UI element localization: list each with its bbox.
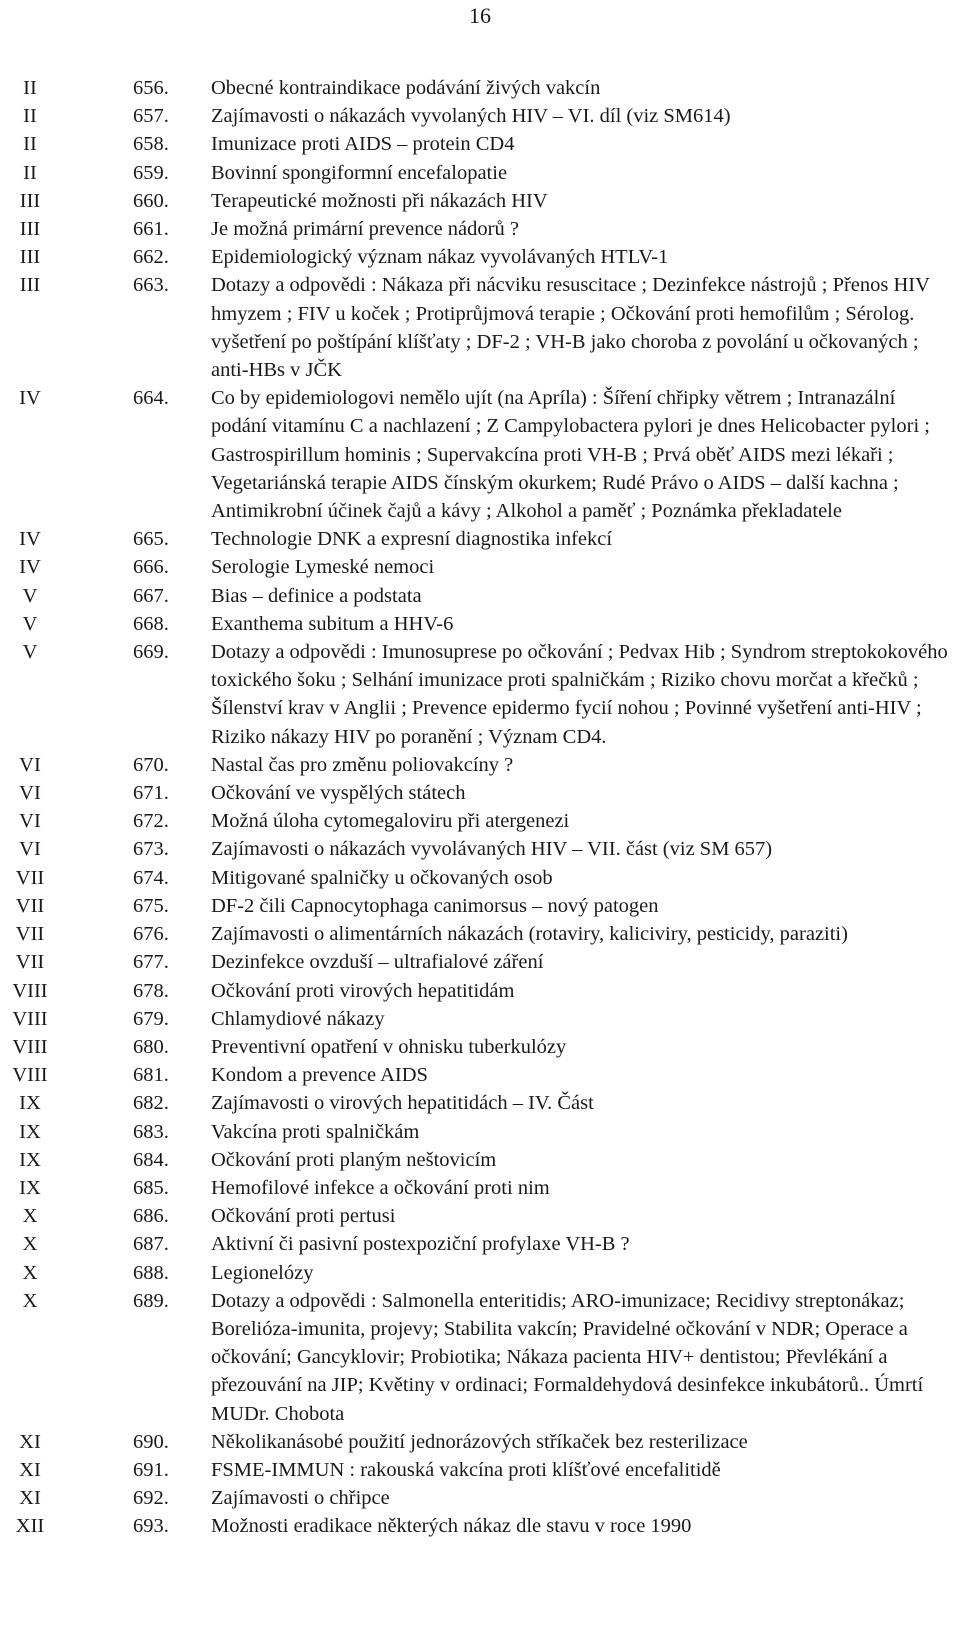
index-entry — [0, 948, 960, 976]
article-number: 668. — [133, 612, 169, 635]
article-number: 679. — [133, 1007, 169, 1030]
article-number: 691. — [133, 1458, 169, 1481]
article-number: 661. — [133, 218, 169, 241]
article-number: 656. — [133, 77, 169, 99]
article-title: Co by epidemiologovi nemělo ujít (na Apríla) : Šíření chřipky větrem ; Intranazální podání vitamínu C a nachlazení ; Z Campylobactera pylori je dnes Helicobacter pylori ; Gastrospirillum hominis ; Supervakcína proti VH-B ; Prvá oběť AIDS mezi lékaři ; Vegetariánská terapie AIDS čínským okurkem; Rudé Právo o AIDS – další kachna ; Antimikrobní účinek čajů a kávy ; Alkohol a paměť ; Poznámka překladatele — [211, 387, 930, 523]
index-entry — [0, 1259, 960, 1287]
article-title: Hemofilové infekce a očkování proti nim — [211, 1176, 550, 1199]
article-number: 674. — [133, 866, 169, 889]
index-entry — [0, 384, 960, 525]
article-number: 677. — [133, 951, 169, 974]
article-number: 687. — [133, 1233, 169, 1256]
index-entry — [0, 1005, 960, 1033]
index-entry — [0, 610, 960, 638]
volume-part: X — [22, 1205, 38, 1228]
article-number: 678. — [133, 979, 169, 1002]
volume-part: V — [22, 641, 38, 664]
index-entry — [0, 638, 960, 751]
index-entry — [0, 835, 960, 863]
article-title: FSME-IMMUN : rakouská vakcína proti klíšťové encefalitidě — [211, 1458, 721, 1481]
volume-part: VI — [19, 753, 41, 776]
index-entry — [0, 920, 960, 948]
volume-part: X — [22, 1261, 38, 1284]
volume-part: X — [22, 1289, 38, 1312]
article-number: 660. — [133, 189, 169, 212]
volume-part: VI — [19, 838, 41, 861]
article-number: 676. — [133, 923, 169, 946]
index-entry — [0, 1428, 960, 1456]
volume-part: X — [22, 1233, 38, 1256]
article-number: 680. — [133, 1035, 169, 1058]
index-entry — [0, 1033, 960, 1061]
index-entry — [0, 243, 960, 271]
index-entry — [0, 892, 960, 920]
volume-part: III — [19, 189, 41, 212]
article-number: 664. — [133, 387, 169, 410]
article-title: Chlamydiové nákazy — [211, 1007, 385, 1030]
article-index-list — [0, 74, 960, 1541]
article-number: 675. — [133, 894, 169, 917]
volume-part: VI — [19, 810, 41, 833]
article-number: 683. — [133, 1120, 169, 1143]
article-title: Epidemiologický význam nákaz vyvolávaných HTLV-1 — [211, 246, 669, 269]
article-title: Legionelózy — [211, 1261, 314, 1284]
article-number: 693. — [133, 1515, 169, 1538]
index-entry — [0, 779, 960, 807]
volume-part: VIII — [12, 1064, 48, 1087]
article-number: 663. — [133, 274, 169, 297]
volume-part: III — [19, 246, 41, 269]
volume-part: IX — [19, 1120, 41, 1143]
volume-part: V — [22, 612, 38, 635]
article-number: 682. — [133, 1092, 169, 1115]
volume-part: XI — [19, 1458, 41, 1481]
volume-part: II — [23, 105, 37, 128]
volume-part: VIII — [12, 979, 48, 1002]
article-title: Dotazy a odpovědi : Nákaza při nácviku resuscitace ; Dezinfekce nástrojů ; Přenos HIV hmyzem ; FIV u koček ; Protiprůjmová terapie ; Očkování proti hemofilům ; Sérolog. vyšetření po poštípání klíšťaty ; DF-2 ; VH-B jako choroba z povolání u očkovaných ; anti-HBs v JČK — [211, 274, 930, 382]
volume-part: II — [23, 77, 37, 99]
article-number: 666. — [133, 556, 169, 579]
article-title: Dotazy a odpovědi : Salmonella enteritidis; ARO-imunizace; Recidivy streptonákaz; Borelióza-imunita, projevy; Stabilita vakcín; Pravidelné očkování v NDR; Operace a očkování; Gancyklovir; Probiotika; Nákaza pacienta HIV+ dentistou; Převlékání a přezouvání na JIP; Květiny v ordinaci; Formaldehydová desinfekce inkubátorů.. Úmrtí MUDr. Chobota — [211, 1289, 924, 1425]
article-title: Několikanásobé použití jednorázových stříkaček bez resterilizace — [211, 1430, 748, 1453]
article-number: 669. — [133, 641, 169, 664]
article-title: Očkování proti pertusi — [211, 1205, 396, 1228]
volume-part: XII — [15, 1515, 45, 1538]
volume-part: V — [22, 584, 38, 607]
index-entry — [0, 1118, 960, 1146]
volume-part: IX — [19, 1148, 41, 1171]
article-title: Zajímavosti o nákazách vyvolávaných HIV – VII. část (viz SM 657) — [211, 838, 773, 861]
index-entry — [0, 1230, 960, 1258]
index-entry — [0, 1512, 960, 1540]
article-title: Zajímavosti o alimentárních nákazách (rotaviry, kaliciviry, pesticidy, paraziti) — [211, 923, 848, 946]
volume-part: XI — [19, 1430, 41, 1453]
article-number: 671. — [133, 782, 169, 805]
page-number: 16 — [469, 3, 491, 28]
index-entry — [0, 1089, 960, 1117]
article-title: Možná úloha cytomegaloviru při atergenezi — [211, 810, 570, 833]
article-title: DF-2 čili Capnocytophaga canimorsus – nový patogen — [211, 894, 659, 917]
volume-part: VI — [19, 782, 41, 805]
article-title: Aktivní či pasivní postexpoziční profylaxe VH-B ? — [211, 1233, 630, 1256]
article-number: 662. — [133, 246, 169, 269]
article-number: 673. — [133, 838, 169, 861]
volume-part: III — [19, 274, 41, 297]
index-entry — [0, 187, 960, 215]
volume-part: IX — [19, 1092, 41, 1115]
article-title: Dotazy a odpovědi : Imunosuprese po očkování ; Pedvax Hib ; Syndrom streptokokového toxického šoku ; Selhání imunizace proti spalničkám ; Riziko chovu morčat a křečků ; Šílenství krav v Anglii ; Prevence epidermo fycií nohou ; Povinné vyšetření anti-HIV ; Riziko nákazy HIV po poranění ; Význam CD4. — [211, 641, 948, 748]
article-number: 684. — [133, 1148, 169, 1171]
index-entry — [0, 977, 960, 1005]
article-number: 659. — [133, 161, 169, 184]
article-number: 685. — [133, 1176, 169, 1199]
index-entry — [0, 215, 960, 243]
article-title: Kondom a prevence AIDS — [211, 1064, 428, 1087]
article-title: Mitigované spalničky u očkovaných osob — [211, 866, 553, 889]
index-entry — [0, 751, 960, 779]
volume-part: VIII — [12, 1035, 48, 1058]
article-title: Bovinní spongiformní encefalopatie — [211, 161, 508, 184]
volume-part: VIII — [12, 1007, 48, 1030]
index-entry — [0, 1456, 960, 1484]
index-entry — [0, 159, 960, 187]
article-title: Vakcína proti spalničkám — [211, 1120, 420, 1143]
volume-part: VII — [15, 951, 45, 974]
article-title: Zajímavosti o virových hepatitidách – IV. Část — [211, 1092, 594, 1115]
volume-part: IV — [19, 556, 41, 579]
article-number: 657. — [133, 105, 169, 128]
article-title: Zajímavosti o chřipce — [211, 1487, 390, 1510]
article-number: 692. — [133, 1487, 169, 1510]
volume-part: II — [23, 161, 37, 184]
article-title: Dezinfekce ovzduší – ultrafialové záření — [211, 951, 544, 974]
article-title: Exanthema subitum a HHV-6 — [211, 612, 454, 635]
article-title: Nastal čas pro změnu poliovakcíny ? — [211, 753, 514, 776]
volume-part: IX — [19, 1176, 41, 1199]
article-number: 690. — [133, 1430, 169, 1453]
index-entry — [0, 1174, 960, 1202]
index-entry — [0, 553, 960, 581]
article-title: Bias – definice a podstata — [211, 584, 422, 607]
volume-part: VII — [15, 894, 45, 917]
index-entry — [0, 1484, 960, 1512]
article-title: Terapeutické možnosti při nákazách HIV — [211, 189, 548, 212]
volume-part: VII — [15, 866, 45, 889]
article-number: 681. — [133, 1064, 169, 1087]
index-entry — [0, 807, 960, 835]
index-entry — [0, 525, 960, 553]
article-title: Serologie Lymeské nemoci — [211, 556, 435, 579]
index-entry — [0, 582, 960, 610]
article-number: 672. — [133, 810, 169, 833]
article-title: Zajímavosti o nákazách vyvolaných HIV – VI. díl (viz SM614) — [211, 105, 731, 128]
index-entry — [0, 864, 960, 892]
article-number: 686. — [133, 1205, 169, 1228]
volume-part: IV — [19, 528, 41, 551]
index-entry — [0, 1202, 960, 1230]
article-title: Technologie DNK a expresní diagnostika infekcí — [211, 528, 613, 551]
index-entry — [0, 74, 960, 102]
article-title: Očkování proti planým neštovicím — [211, 1148, 497, 1171]
article-title: Imunizace proti AIDS – protein CD4 — [211, 133, 515, 156]
volume-part: IV — [19, 387, 41, 410]
volume-part: II — [23, 133, 37, 156]
article-number: 689. — [133, 1289, 169, 1312]
index-entry — [0, 1061, 960, 1089]
index-entry — [0, 102, 960, 130]
article-number: 658. — [133, 133, 169, 156]
index-entry — [0, 271, 960, 384]
article-title: Očkování proti virových hepatitidám — [211, 979, 515, 1002]
volume-part: VII — [15, 923, 45, 946]
index-entry — [0, 130, 960, 158]
article-number: 688. — [133, 1261, 169, 1284]
volume-part: XI — [19, 1487, 41, 1510]
index-entry — [0, 1146, 960, 1174]
article-title: Obecné kontraindikace podávání živých vakcín — [211, 77, 601, 99]
article-title: Očkování ve vyspělých státech — [211, 782, 466, 805]
volume-part: III — [19, 218, 41, 241]
article-number: 667. — [133, 584, 169, 607]
article-number: 670. — [133, 753, 169, 776]
article-number: 665. — [133, 528, 169, 551]
article-title: Preventivní opatření v ohnisku tuberkulózy — [211, 1035, 567, 1058]
article-title: Je možná primární prevence nádorů ? — [211, 218, 519, 241]
article-title: Možnosti eradikace některých nákaz dle stavu v roce 1990 — [211, 1515, 692, 1538]
index-entry — [0, 1287, 960, 1428]
